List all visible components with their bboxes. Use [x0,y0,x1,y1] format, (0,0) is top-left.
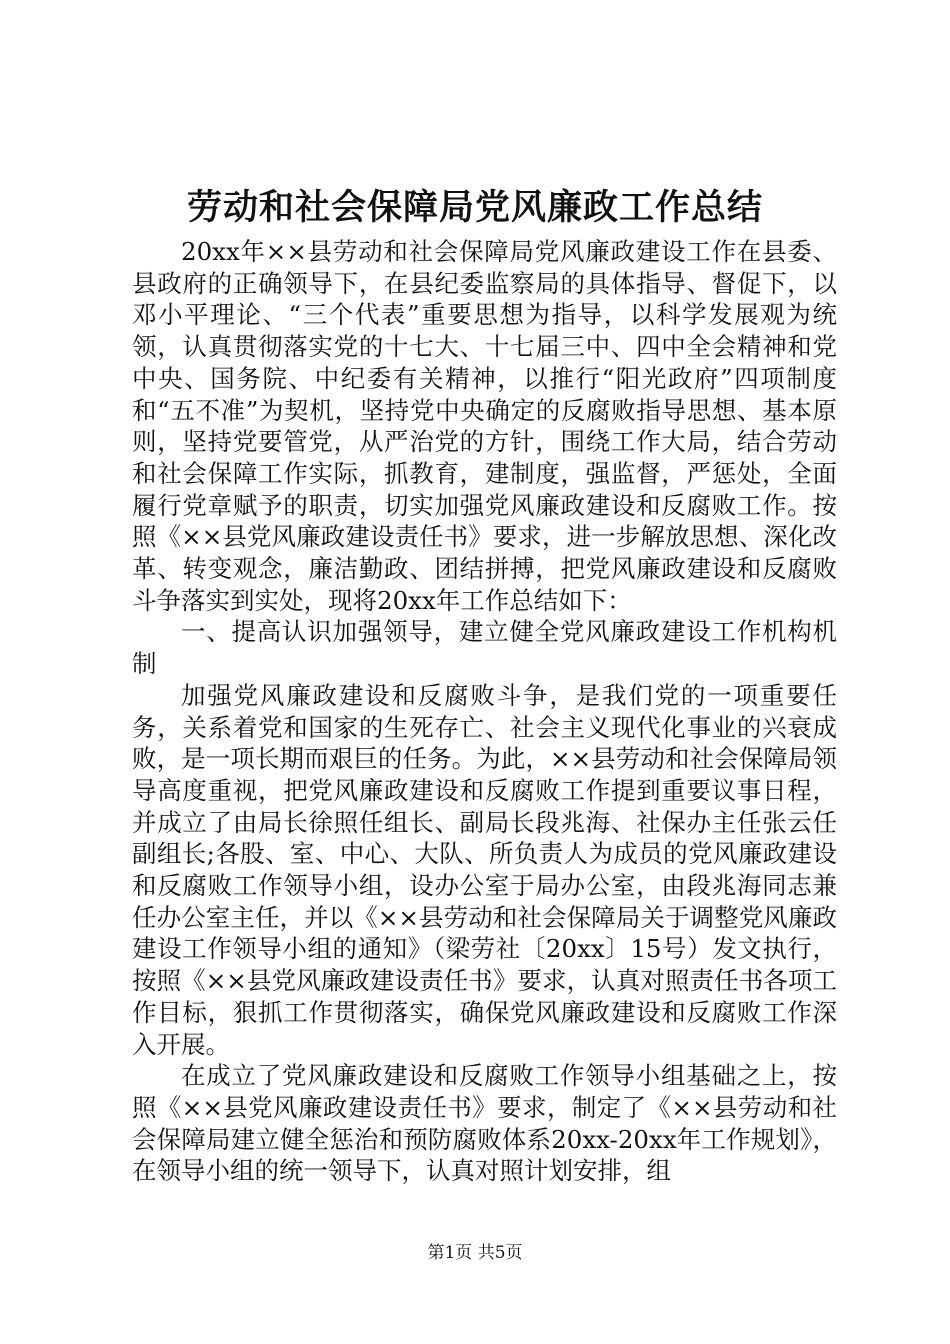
section-heading-1: 一、提高认识加强领导，建立健全党风廉政建设工作机构机制 [132,617,837,679]
document-body [132,236,837,1187]
paragraph-leadership: 加强党风廉政建设和反腐败斗争，是我们党的一项重要任务，关系着党和国家的生死存亡、社会主义现代化事业的兴衰成败，是一项长期而艰巨的任务。为此，××县劳动和社会保障局领导高度重视，把党风廉政建设和反腐败工作提到重要议事日程，并成立了由局长徐照任组长、副局长段兆海、社保办主任张云任副组长;各股、室、中心、大队、所负责人为成员的党风廉政建设和反腐败工作领导小组，设办公室于局办公室，由段兆海同志兼任办公室主任，并以《××县劳动和社会保障局关于调整党风廉政建设工作领导小组的通知》（梁劳社〔20xx〕15号）发文执行，按照《××县党风廉政建设责任书》要求，认真对照责任书各项工作目标，狠抓工作贯彻落实，确保党风廉政建设和反腐败工作深入开展。 [132,680,837,1059]
page-number: 第1页 共5页 [427,1243,523,1263]
paragraph-planning: 在成立了党风廉政建设和反腐败工作领导小组基础之上，按照《××县党风廉政建设责任书》要求，制定了《××县劳动和社会保障局建立健全惩治和预防腐败体系20xx-20xx年工作规划》，在领导小组的统一领导下，认真对照计划安排，组 [132,1061,837,1186]
paragraph-intro: 20xx年××县劳动和社会保障局党风廉政建设工作在县委、县政府的正确领导下，在县纪委监察局的具体指导、督促下，以邓小平理论、“三个代表”重要思想为指导，以科学发展观为统领，认真贯彻落实党的十七大、十七届三中、四中全会精神和党中央、国务院、中纪委有关精神，以推行“阳光政府”四项制度和“五不准”为契机，坚持党中央确定的反腐败指导思想、基本原则，坚持党要管党，从严治党的方针，围绕工作大局，结合劳动和社会保障工作实际，抓教育，建制度，强监督，严惩处，全面履行党章赋予的职责，切实加强党风廉政建设和反腐败工作。按照《××县党风廉政建设责任书》要求，进一步解放思想、深化改革、转变观念，廉洁勤政、团结拼搏，把党风廉政建设和反腐败斗争落实到实处，现将20xx年工作总结如下： [132,237,837,615]
document-title: 劳动和社会保障局党风廉政工作总结 [186,187,763,228]
